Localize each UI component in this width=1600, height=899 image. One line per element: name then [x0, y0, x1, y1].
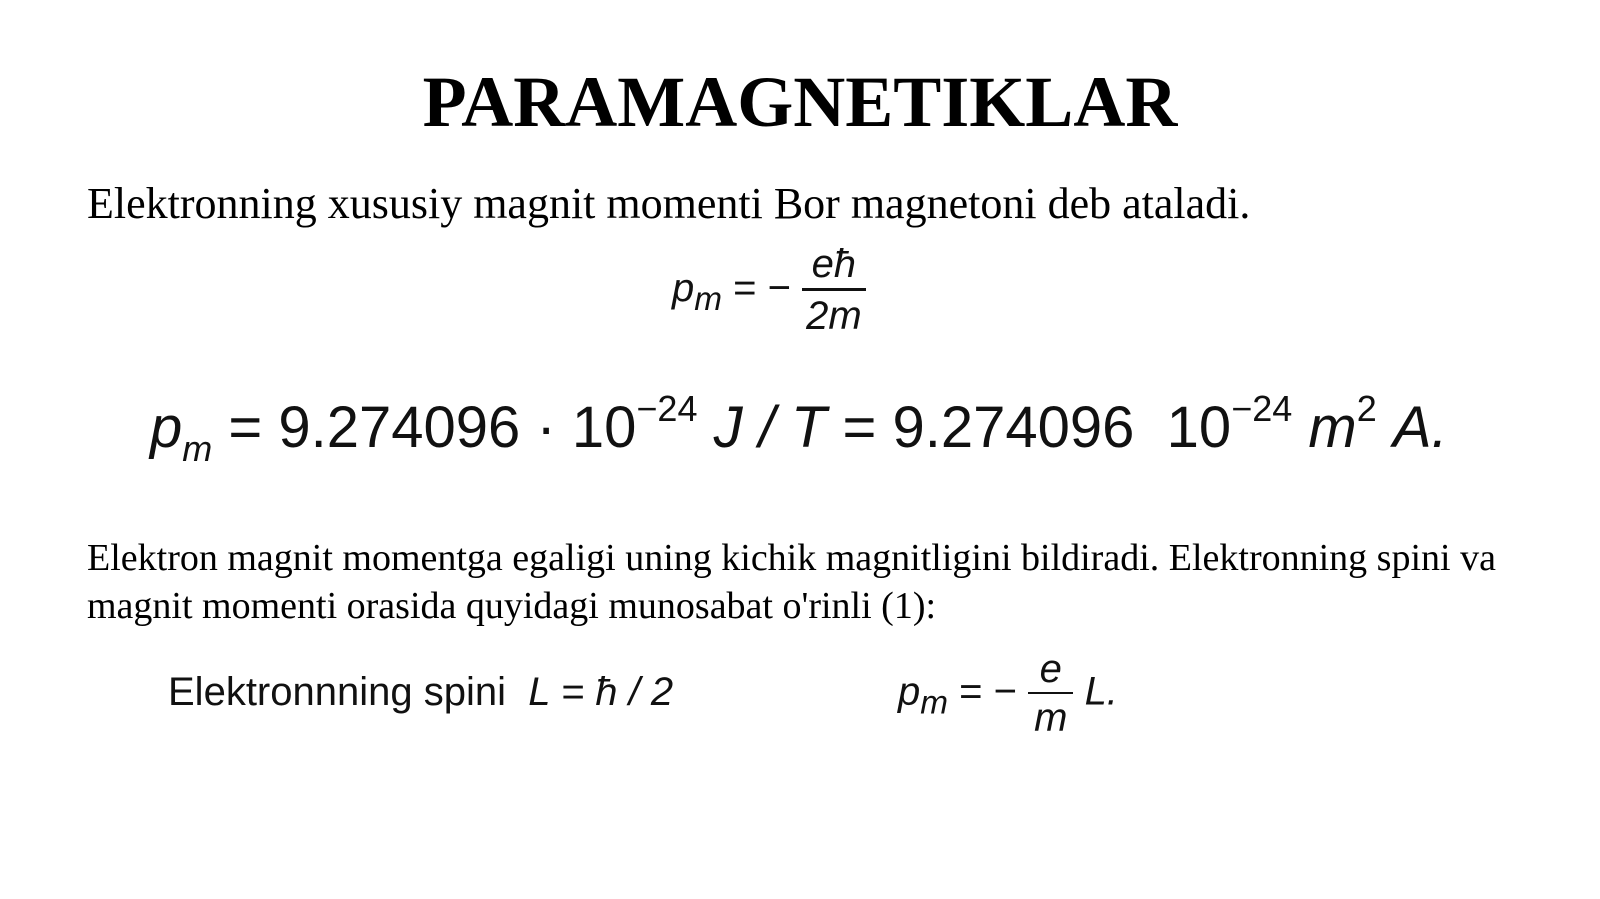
value-unit2-m: m: [1308, 395, 1357, 460]
value-unit2-a: A.: [1392, 395, 1448, 460]
value-mantissa1: 9.274096: [278, 395, 521, 460]
value-base1: 10: [571, 395, 637, 460]
bohr-magneton-formula: [672, 240, 866, 341]
fraction: [802, 240, 866, 341]
slide-title: PARAMAGNETIKLAR: [422, 62, 1178, 142]
formula-lhs-sub: m: [694, 281, 723, 319]
bohr-magneton-value: [150, 388, 1448, 468]
intro-text: Elektronning xususiy magnit momenti Bor magnetoni deb ataladi.: [87, 179, 1251, 228]
value-eq2: =: [842, 395, 877, 460]
relation-equals: = −: [959, 669, 1017, 714]
relation-rhs: L.: [1084, 669, 1118, 714]
formula-equals: = −: [733, 266, 791, 311]
value-exp1: −24: [636, 388, 698, 429]
spin-paragraph: Elektron magnit momentga egaligi uning kichik magnitligini bildiradi. Elektronning spini va magnit momenti orasida quyidagi munosabat o'rinli (1):: [87, 537, 1496, 627]
value-eq1: =: [228, 395, 263, 460]
value-unit1: J / T: [713, 395, 827, 460]
value-lhs: p: [150, 395, 183, 460]
value-exp2: −24: [1231, 388, 1293, 429]
formula-lhs: p: [672, 266, 695, 311]
relation-numerator: e: [1039, 647, 1062, 691]
relation-lhs: p: [898, 669, 921, 714]
spin-label: Elektronnning spini: [168, 670, 506, 714]
value-base2: 10: [1166, 395, 1232, 460]
value-lhs-sub: m: [182, 428, 213, 469]
relation-formula: [898, 646, 1118, 742]
value-dot: ·: [536, 395, 556, 460]
value-unit2-exp: 2: [1356, 388, 1377, 429]
relation-denominator: m: [1034, 696, 1068, 740]
fraction-denominator: 2m: [806, 294, 862, 338]
relation-lhs-sub: m: [920, 684, 949, 722]
relation-fraction: [1028, 646, 1073, 742]
fraction-numerator: eħ: [811, 242, 857, 286]
spin-formula: [168, 664, 673, 720]
value-mantissa2: 9.274096: [892, 395, 1135, 460]
spin-expr: L = ħ / 2: [528, 670, 674, 714]
